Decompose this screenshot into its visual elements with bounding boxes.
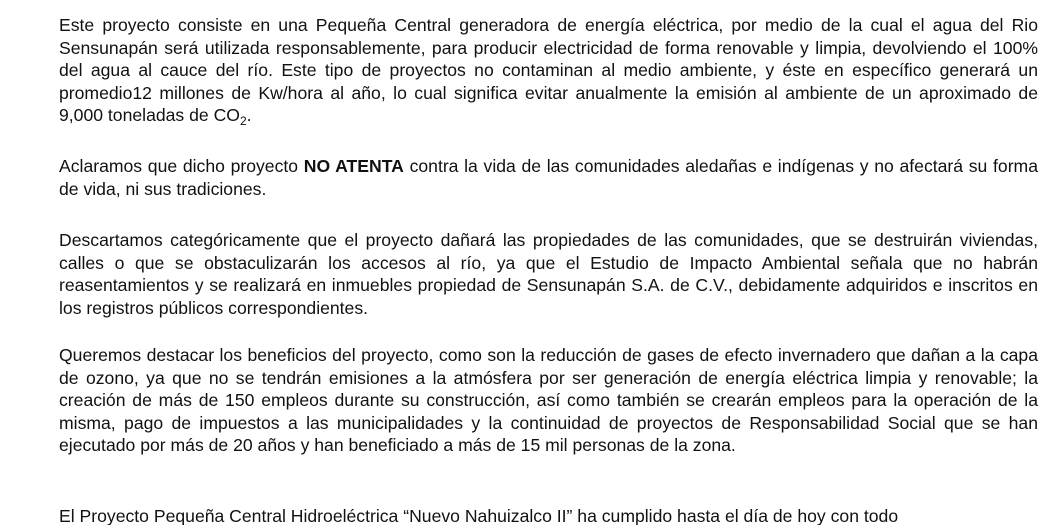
paragraph-compliance: El Proyecto Pequeña Central Hidroeléctrica “Nuevo Nahuizalco II” ha cumplido hasta el día de hoy con todo (59, 506, 899, 525)
emphasis-no-atenta: NO ATENTA (303, 156, 404, 176)
co2-subscript: 2 (239, 114, 247, 128)
paragraph-benefits: Queremos destacar los beneficios del proyecto, como son la reducción de gases de efecto invernadero que dañan a la capa de ozono, ya que no se tendrán emisiones a la atmósfera por ser generación de energía eléctrica limpia y renovable; la creación de más de 150 empleos durante su construcción, así como también se crearán empleos para la operación de la misma, pago de impuestos a las municipalidades y la continuidad de proyectos de Responsabilidad Social que se han ejecutado por más de 20 años y han beneficiado a más de 15 mil personas de la zona. (59, 345, 1038, 455)
paragraph-clarification (59, 155, 1038, 200)
paragraph-text-end: contra la vida de las comunidades aledañas e indígenas y no afectará su forma de vida, ni sus tradiciones. (59, 156, 1038, 199)
paragraph-project-description (59, 14, 1038, 127)
paragraph-rejection: Descartamos categóricamente que el proyecto dañará las propiedades de las comunidades, que se destruirán viviendas, calles o que se obstaculizarán los accesos al río, ya que el Estudio de Impacto Ambiental señala que no habrán reasentamientos y se realizará en inmuebles propiedad de Sensunapán S.A. de C.V., debidamente adquiridos e inscritos en los registros públicos correspondientes. (59, 230, 1038, 318)
paragraph-text: Este proyecto consiste en una Pequeña Central generadora de energía eléctrica, por medio de la cual el agua del Rio Sensunapán será utilizada responsablemente, para producir electricidad de forma renovable y limpia, devolviendo el 100% del agua al cauce del río. Este tipo de proyectos no contaminan al medio ambiente, y éste en específico generará un promedio12 millones de Kw/hora al año, lo cual significa evitar anualmente la emisión al ambiente de un aproximado de 9,000 toneladas de CO (59, 15, 1038, 125)
paragraph-text-end: . (246, 105, 252, 125)
paragraph-text: Aclaramos que dicho proyecto (59, 156, 304, 176)
